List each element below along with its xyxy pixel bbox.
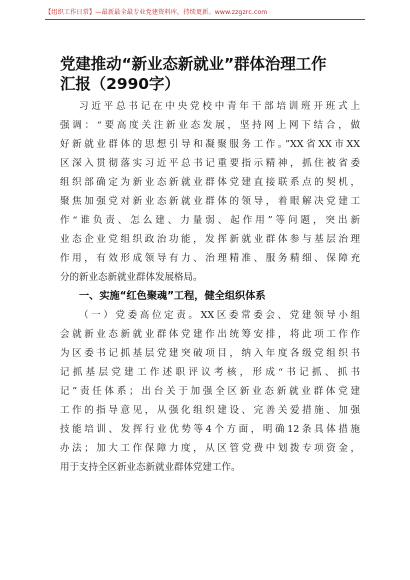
document-body <box>60 97 360 477</box>
header-divider <box>45 19 365 20</box>
paragraph-line: 好新就业群体的思想引导和凝聚服务工作。”XX省XX市XX <box>60 139 360 150</box>
paragraph-line: 聚焦加强党对新业态新就业群体的领导，着眼解决党建工 <box>60 196 360 207</box>
paragraph-line: 强调：“要高度关注新业态发展，坚持网上网下结合，做 <box>60 120 360 131</box>
paragraph-line: 为区委书记抓基层党建突破项目，纳入年度各级党组织书 <box>60 348 360 359</box>
paragraph-line: 作“谁负责、怎么建、力量弱、起作用”等问题，突出新 <box>60 215 360 226</box>
paragraph-intro <box>60 97 360 287</box>
title-line-2: 汇报（2990字） <box>60 75 180 93</box>
title-line-1: 党建推动“新业态新就业”群体治理工作 <box>60 55 327 73</box>
paragraph-line: 技能培训、发挥行业优势等4个方面，明确12条具体措施 <box>60 424 360 435</box>
paragraph-line: 区深入贯彻落实习近平总书记重要指示精神，抓住被省委 <box>60 158 360 169</box>
document-title <box>60 54 360 94</box>
paragraph-line: 业态企业党组织政治功能，发挥新就业群体参与基层治理 <box>60 234 360 245</box>
paragraph-line: 用于支持全区新业态新就业群体党建工作。 <box>60 462 241 473</box>
section-heading: 一、实施“红色聚魂”工程，健全组织体系 <box>79 291 266 302</box>
header-banner-text: 【组织工作日常】—最新最全最专业党建资料库，持续更新。www.zzgzrc.com <box>45 9 268 16</box>
paragraph-line: 组织部确定为新业态新就业群体党建直接联系点的契机， <box>60 177 360 188</box>
paragraph-line: 作用，有效形成领导有力、治理精准、服务精细、保障充 <box>60 253 360 264</box>
paragraph-line: （一）党委高位定责。XX区委常委会、党建领导小组 <box>79 310 360 321</box>
paragraph-line: 记抓基层党建工作述职评议考核，形成“书记抓、抓书 <box>60 367 360 378</box>
paragraph-line: 会就新业态新就业群体党建作出统筹安排，将此项工作作 <box>60 329 360 340</box>
paragraph-line: 工作的指导意见，从强化组织建设、完善关爱措施、加强 <box>60 405 360 416</box>
paragraph-line: 记”责任体系；出台关于加强全区新业态新就业群体党建 <box>60 386 360 397</box>
paragraph-line: 办法；加大工作保障力度，从区管党费中划拨专项资金， <box>60 443 360 454</box>
paragraph-line: 习近平总书记在中央党校中青年干部培训班开班式上 <box>79 101 360 112</box>
paragraph-party-committee <box>60 306 360 477</box>
paragraph-line: 分的新业态新就业群体发展格局。 <box>60 272 203 283</box>
